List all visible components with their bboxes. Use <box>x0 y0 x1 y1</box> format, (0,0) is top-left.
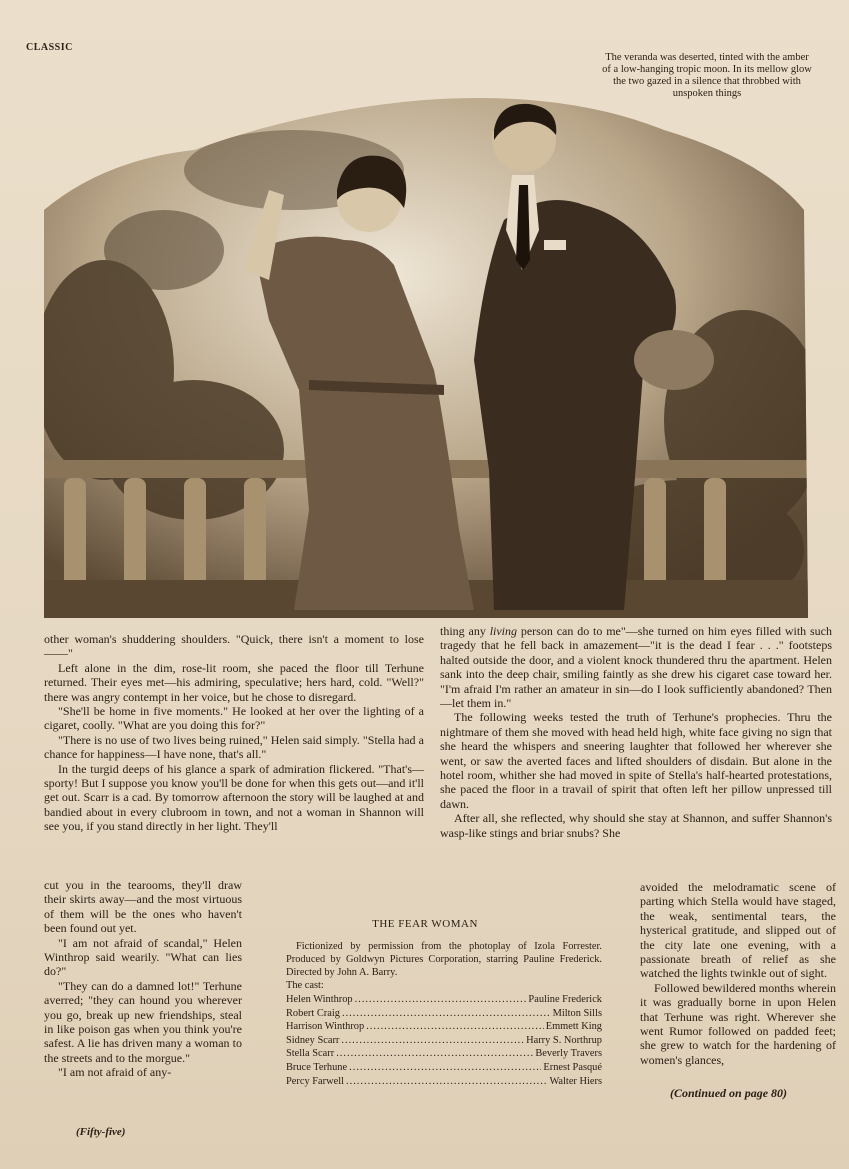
cast-entry <box>286 1007 602 1021</box>
photo-caption: The veranda was deserted, tinted with the amber of a low-hanging tropic moon. In its mellow glow the two gazed in a silence that throbbed with unspoken things <box>602 52 812 99</box>
text-run: thing any <box>440 624 490 638</box>
film-still-illustration <box>44 90 808 618</box>
magazine-header: CLASSIC <box>26 42 73 53</box>
cast-entry <box>286 1020 602 1034</box>
cast-role: Harrison Winthrop <box>286 1021 365 1033</box>
continued-note: (Continued on page 80) <box>670 1086 788 1100</box>
page-number: (Fifty-five) <box>76 1126 126 1138</box>
column-right-top <box>440 624 832 840</box>
text-run: person can do to me"—she turned on him eyes filled with such tragedy that he fell back in amazement—"it is the dead I fear . . ." footsteps halted outside the door, and a violent knock thundered thru the apartment. Helen sank into the deep chair, smiling faintly as she drew his cigaret case toward her. "I'm afraid I'm rather an amateur in sin—do I look sufficiently abandoned? Then—let them in." <box>440 624 832 711</box>
film-still-photo <box>44 90 808 618</box>
paragraph: cut you in the tearooms, they'll draw their skirts away—and the most virtuous of them will be the ones who haven't been found out yet. <box>44 878 242 936</box>
paragraph: After all, she reflected, why should she stay at Shannon, and suffer Shannon's wasp-like stings and briar snubs? She <box>440 811 832 840</box>
paragraph <box>440 624 832 710</box>
paragraph: Followed bewildered months wherein it was gradually borne in upon Helen that Terhune was right. Wherever she went Rumor followed on padded feet; she grew to watch for the hardening of women's glances, <box>640 980 836 1067</box>
leader-dots <box>366 1020 544 1034</box>
column-left-bottom <box>44 878 242 1080</box>
paragraph: "There is no use of two lives being ruined," Helen said simply. "Stella had a chance for happiness—I have none, that's all." <box>44 732 424 762</box>
paragraph: The following weeks tested the truth of Terhune's prophecies. Thru the nightmare of them she moved with head held high, white face giving no sign that she heard the whispers and sneering laughter that followed her wherever she went, or saw the averted faces and lifted shoulders of disdain. But alone in the hotel room, whither she had moved in spite of Stella's half-hearted protestations, she paced the floor in a travail of spirit that often left her pillow unpressed till dawn. <box>440 710 832 811</box>
cast-role: Helen Winthrop <box>286 994 353 1005</box>
story-credit: Fictionized by permission from the photoplay of Izola Forrester. Produced by Goldwyn Pictures Corporation, starring Pauline Frederick. Directed by John A. Barry. <box>286 941 602 978</box>
paragraph: other woman's shuddering shoulders. "Quick, there isn't a moment to lose——" <box>44 632 424 661</box>
paragraph: avoided the melodramatic scene of parting which Stella would have staged, the weak, sentimental tears, the hysterical gratitude, and slipped out of the city late one evening, with a passionate breath of relief as she watched the lights twinkle out of sight. <box>640 880 836 981</box>
paragraph: "I am not afraid of scandal," Helen Winthrop said wearily. "What can lies do?" <box>44 935 242 979</box>
cast-role: Percy Farwell <box>286 1075 344 1087</box>
cast-actor: Pauline Frederick <box>528 994 602 1005</box>
leader-dots <box>349 1061 541 1075</box>
cast-role: Stella Scarr <box>286 1048 335 1060</box>
paragraph: "I am not afraid of any- <box>58 1065 172 1080</box>
column-right-bottom <box>640 880 836 1067</box>
leader-dots <box>341 1034 524 1048</box>
cast-entry <box>286 993 602 1007</box>
cast-actor: Milton Sills <box>552 1007 602 1019</box>
cast-actor: Ernest Pasqué <box>543 1061 602 1073</box>
paragraph: Left alone in the dim, rose-lit room, she paced the floor till Terhune returned. Their eyes met—his admiring, speculative; hers hard, cold. "Well?" there was angry contempt in her voice, but he chose to disregard. <box>44 660 424 704</box>
leader-dots <box>342 1007 551 1021</box>
cast-entry <box>286 1075 602 1089</box>
cast-actor: Emmett King <box>545 1021 602 1033</box>
cast-entry <box>286 1047 602 1061</box>
italic-word: living <box>489 624 518 638</box>
leader-dots <box>355 993 527 1007</box>
cast-entry <box>286 1034 602 1048</box>
cast-entry <box>286 1061 602 1075</box>
cast-role: Sidney Scarr <box>286 1034 340 1046</box>
cast-actor: Beverly Travers <box>535 1048 602 1060</box>
story-title: THE FEAR WOMAN <box>372 918 478 930</box>
cast-actor: Walter Hiers <box>549 1075 602 1087</box>
cast-label: The cast: <box>286 980 324 991</box>
paragraph: In the turgid deeps of his glance a spark of admiration flickered. "That's—sporty! But I suppose you know you'll be done for when this gets out—and it'll get out. Scarr is a cad. By tomorrow afternoon the story will be laughed at and bandied about in every clubroom in town, and not a woman in Shannon will see you, if you stand directly in her light. They'll <box>44 761 424 834</box>
paragraph: "She'll be home in five moments." He looked at her over the lighting of a cigaret, coolly. "What are you doing this for?" <box>44 704 424 733</box>
cast-role: Bruce Terhune <box>286 1061 348 1073</box>
cast-role: Robert Craig <box>286 1007 340 1019</box>
cast-list <box>286 993 602 1088</box>
paragraph: "They can do a damned lot!" Terhune averred; "they can hound you wherever you go, break up new friendships, steal in like poison gas when you think you're safest. A lie has driven many a woman to the streets and to the morgue." <box>44 978 242 1065</box>
leader-dots <box>346 1075 547 1089</box>
leader-dots <box>336 1047 533 1061</box>
cast-actor: Harry S. Northrup <box>526 1034 602 1046</box>
column-left-top <box>44 632 424 834</box>
